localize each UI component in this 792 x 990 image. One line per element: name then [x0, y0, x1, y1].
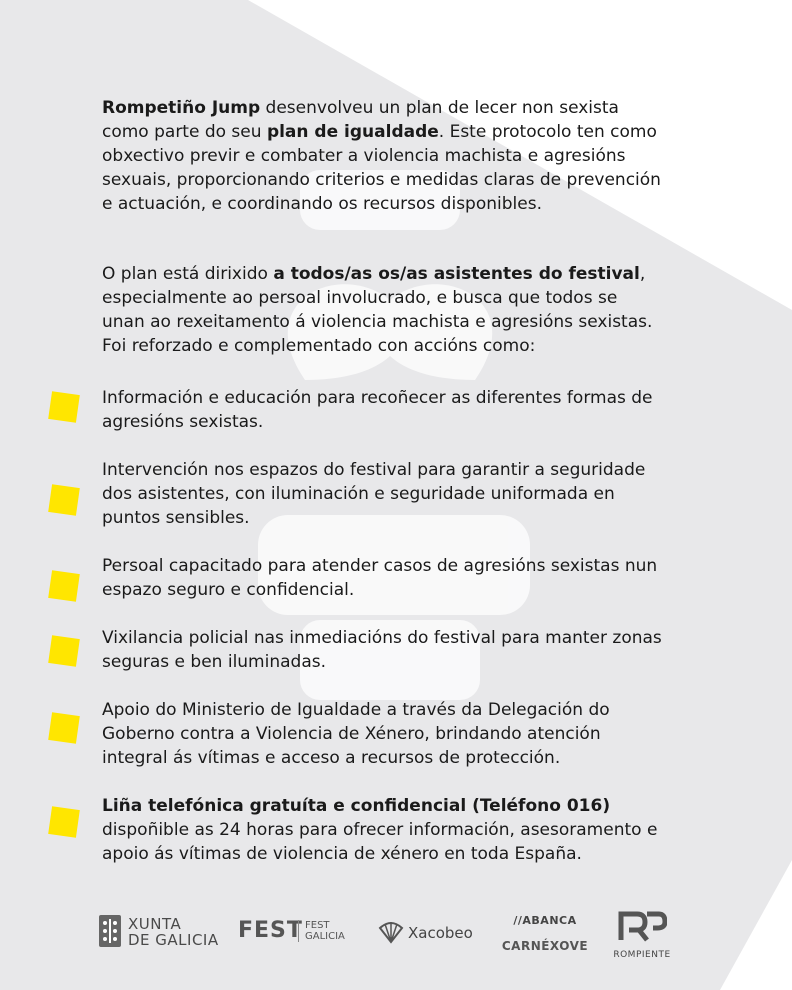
xunta-logo: XUNTA DE GALICIA — [98, 914, 122, 952]
bullet-square — [48, 712, 80, 744]
list-item: Apoio do Ministerio de Igualdade a través da Delegación do Goberno contra a Violencia de Xénero, brindando atención integral ás vítimas e acceso a recursos de protección. — [102, 700, 610, 768]
list-item: Información e educación para recoñecer as diferentes formas de agresións sexistas. — [102, 388, 653, 432]
abanca-carnexove-logo: //ABANCA CARNÉXOVE — [501, 914, 589, 953]
list-item: Intervención nos espazos do festival para garantir a seguridade dos asistentes, con iluminación e seguridade uniformada en puntos sensibles. — [102, 460, 646, 528]
rompiente-wave-icon — [617, 910, 667, 944]
scallop-shell-icon — [378, 920, 404, 944]
bullet-square — [48, 806, 80, 838]
bullet-square — [48, 635, 80, 667]
list-item: Liña telefónica gratuíta e confidencial (Teléfono 016) dispoñible as 24 horas para ofrecer información, asesoramento e apoio ás vítimas de violencia de xénero en toda España. — [102, 796, 658, 864]
sponsor-logos: XUNTA DE GALICIA FEST FEST GALICIA Xacobeo //ABANCA CARNÉXOVE ROMPIENTE — [0, 900, 792, 980]
bullet-square — [48, 570, 80, 602]
intro-paragraph-1: Rompetiño Jump desenvolveu un plan de lecer non sexista como parte do seu plan de igualdade. Este protocolo ten como obxectivo previr e combater a violencia machista e agresións sexuais, proporcionando criterios e medidas claras de prevención e actuación, e coordinando os recursos disponibles. — [102, 98, 661, 214]
intro-paragraph-2: O plan está dirixido a todos/as os/as asistentes do festival, especialmente ao persoal involucrado, e busca que todos se unan ao rexeitamento á violencia machista e agresións sexistas. Foi reforzado e complementado con accións como: — [102, 264, 653, 356]
xunta-shield-icon — [98, 914, 122, 948]
bullet-square — [48, 484, 80, 516]
rompiente-logo: ROMPIENTE — [610, 910, 674, 960]
list-item: Persoal capacitado para atender casos de agresións sexistas nun espazo seguro e confidencial. — [102, 556, 658, 600]
xacobeo-logo: Xacobeo — [378, 920, 404, 948]
list-item: Vixilancia policial nas inmediacións do festival para manter zonas seguras e ben iluminadas. — [102, 628, 662, 672]
bullet-square — [48, 391, 80, 423]
